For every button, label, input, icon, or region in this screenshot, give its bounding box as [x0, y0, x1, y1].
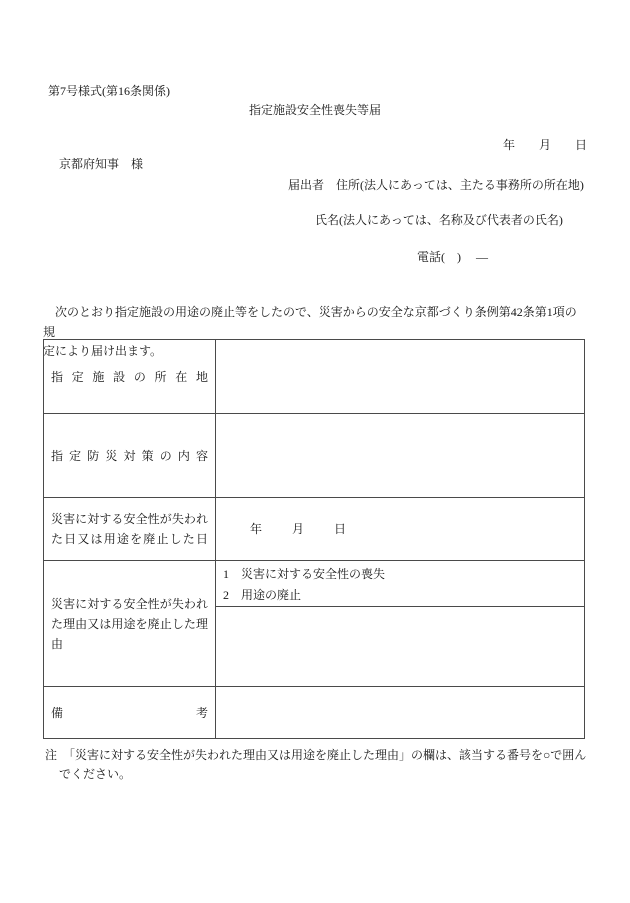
footnote-line-1: 注 「災害に対する安全性が失われた理由又は用途を廃止した理由」の欄は、該当する番号を○で囲ん [45, 748, 587, 762]
body-paragraph-line-1: 次のとおり指定施設の用途の廃止等をしたので、災害からの安全な京都づくり条例第42条第1項の規 [43, 305, 577, 339]
loss-reason-label: 災害に対する安全性が失われた理由又は用途を廃止した理由 [51, 596, 208, 651]
declarant-phone-line: 電話( ) ― [417, 250, 488, 264]
table-row-loss-reason [44, 561, 585, 607]
footnote-line-2: でください。 [59, 766, 132, 781]
disaster-measures-label-cell [44, 414, 216, 498]
form-number: 第7号様式(第16条関係) [48, 84, 170, 98]
loss-reason-detail-cell [216, 607, 585, 687]
facility-location-value-cell [216, 340, 585, 414]
loss-reason-label-cell [44, 561, 216, 687]
table-row-remarks [44, 687, 585, 739]
remarks-label: 備考 [51, 705, 208, 720]
addressee-line: 京都府知事 様 [59, 157, 144, 171]
disaster-measures-value-cell [216, 414, 585, 498]
document-title: 指定施設安全性喪失等届 [248, 103, 381, 117]
loss-date-label: 災害に対する安全性が失われた日又は用途を廃止した日 [51, 512, 208, 546]
remarks-label-cell [44, 687, 216, 739]
loss-reason-option-1: 1 災害に対する安全性の喪失 [223, 567, 386, 581]
loss-reason-options-cell [216, 561, 585, 607]
table-row-facility-location [44, 340, 585, 414]
disaster-measures-label: 指定防災対策の内容 [51, 448, 208, 463]
body-paragraph-line-2: 定により届け出ます。 [43, 344, 163, 358]
table-row-disaster-measures [44, 414, 585, 498]
footnote [45, 746, 586, 783]
header-date-line: 年 月 日 [502, 138, 587, 152]
form-table [43, 339, 585, 739]
table-row-loss-date [44, 498, 585, 561]
facility-location-label: 指定施設の所在地 [51, 369, 208, 384]
loss-reason-option-2: 2 用途の廃止 [223, 588, 302, 602]
loss-date-label-cell [44, 498, 216, 561]
loss-date-value-cell: 年 月 日 [216, 498, 585, 561]
declarant-address-line: 届出者 住所(法人にあっては、主たる事務所の所在地) [288, 178, 584, 192]
declarant-name-line: 氏名(法人にあっては、名称及び代表者の氏名) [315, 213, 563, 227]
facility-location-label-cell [44, 340, 216, 414]
remarks-value-cell [216, 687, 585, 739]
